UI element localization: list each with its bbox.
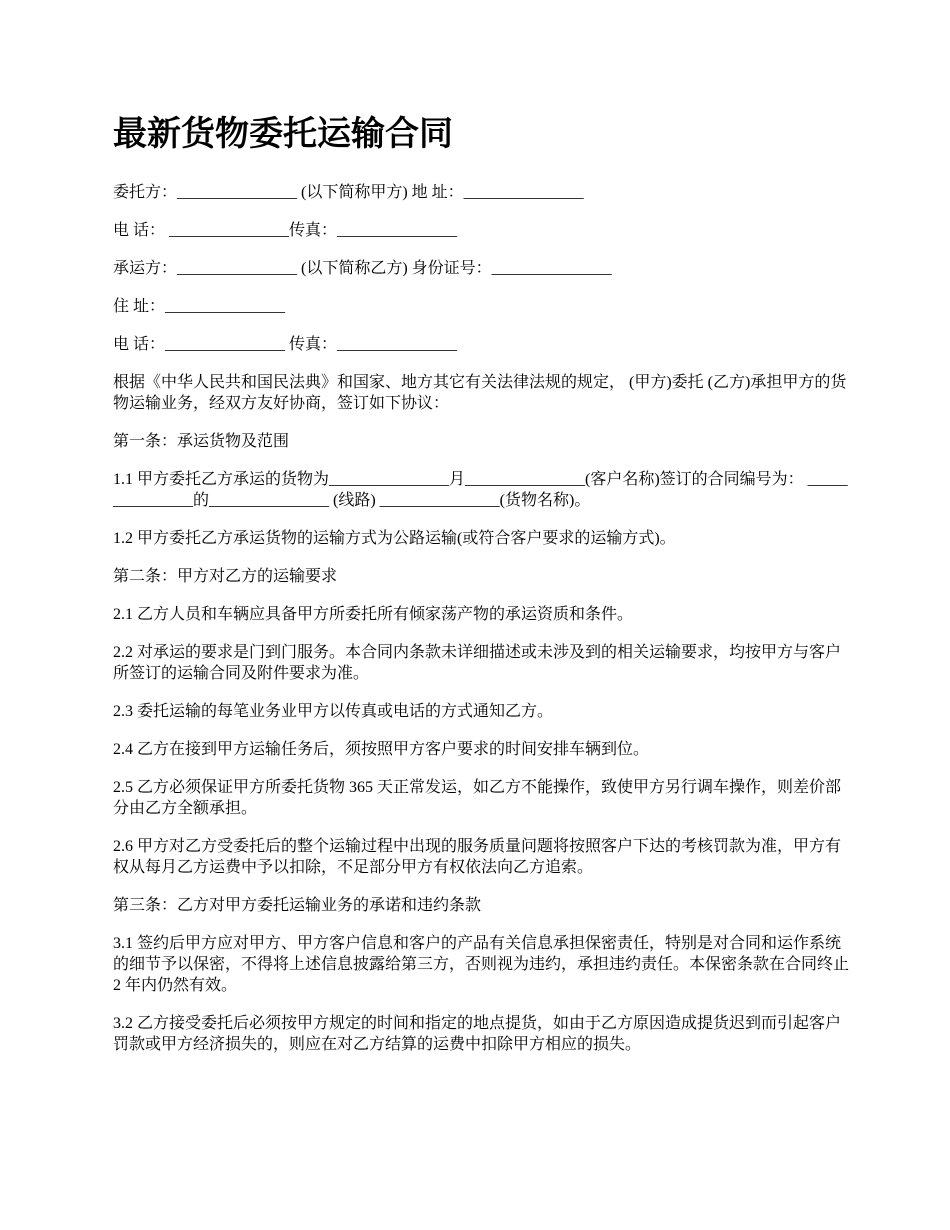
party-a-line: 委托方：_______________ (以下简称甲方) 地 址：_______________ <box>113 184 584 201</box>
clause-1-2: 1.2 甲方委托乙方承运货物的运输方式为公路运输(或符合客户要求的运输方式)。 <box>113 530 676 547</box>
contract-page <box>113 112 853 1072</box>
clause-2-4: 2.4 乙方在接到甲方运输任务后，须按照甲方客户要求的时间安排车辆到位。 <box>113 741 650 758</box>
document-title: 最新货物委托运输合同 <box>113 116 453 153</box>
clause-3-1: 3.1 签约后甲方应对甲方、甲方客户信息和客户的产品有关信息承担保密责任，特别是对合同和运作系统的细节予以保密，不得将上述信息披露给第三方，否则视为违约，承担违约责任。本保密条款在合同终止 2 年内仍然有效。 <box>113 935 850 994</box>
article-1-heading: 第一条：承运货物及范围 <box>113 433 290 450</box>
party-b-address-line: 住 址：_______________ <box>113 298 286 315</box>
clause-3-2: 3.2 乙方接受委托后必须按甲方规定的时间和指定的地点提货，如由于乙方原因造成提货迟到而引起客户罚款或甲方经济损失的，则应在对乙方结算的运费中扣除甲方相应的损失。 <box>113 1015 842 1053</box>
clause-2-2: 2.2 对承运的要求是门到门服务。本合同内条款未详细描述或未涉及到的相关运输要求，均按甲方与客户所签订的运输合同及附件要求为准。 <box>113 644 842 682</box>
article-3-heading: 第三条：乙方对甲方委托运输业务的承诺和违约条款 <box>113 897 482 914</box>
clause-1-1: 1.1 甲方委托乙方承运的货物为_______________月_______________(客户名称)签订的合同编号为： _______________的_______________ (线路) _______________(货物名称)。 <box>113 471 848 509</box>
party-a-contact-line: 电 话： _______________传真：_______________ <box>113 222 458 239</box>
clause-2-1: 2.1 乙方人员和车辆应具备甲方所委托所有倾家荡产物的承运资质和条件。 <box>113 606 634 623</box>
clause-2-3: 2.3 委托运输的每笔业务业甲方以传真或电话的方式通知乙方。 <box>113 703 554 720</box>
preamble-paragraph: 根据《中华人民共和国民法典》和国家、地方其它有关法律法规的规定， (甲方)委托 (乙方)承担甲方的货物运输业务，经双方友好协商，签订如下协议： <box>113 374 847 412</box>
article-2-heading: 第二条：甲方对乙方的运输要求 <box>113 568 338 585</box>
clause-2-5: 2.5 乙方必须保证甲方所委托货物 365 天正常发运，如乙方不能操作，致使甲方另行调车操作，则差价部分由乙方全额承担。 <box>113 779 842 817</box>
clause-2-6: 2.6 甲方对乙方受委托后的整个运输过程中出现的服务质量问题将按照客户下达的考核罚款为准，甲方有权从每月乙方运费中予以扣除，不足部分甲方有权依法向乙方追索。 <box>113 838 842 876</box>
party-b-line: 承运方：_______________ (以下简称乙方) 身份证号：_______________ <box>113 260 612 277</box>
party-b-contact-line: 电 话：_______________ 传真：_______________ <box>113 336 458 353</box>
